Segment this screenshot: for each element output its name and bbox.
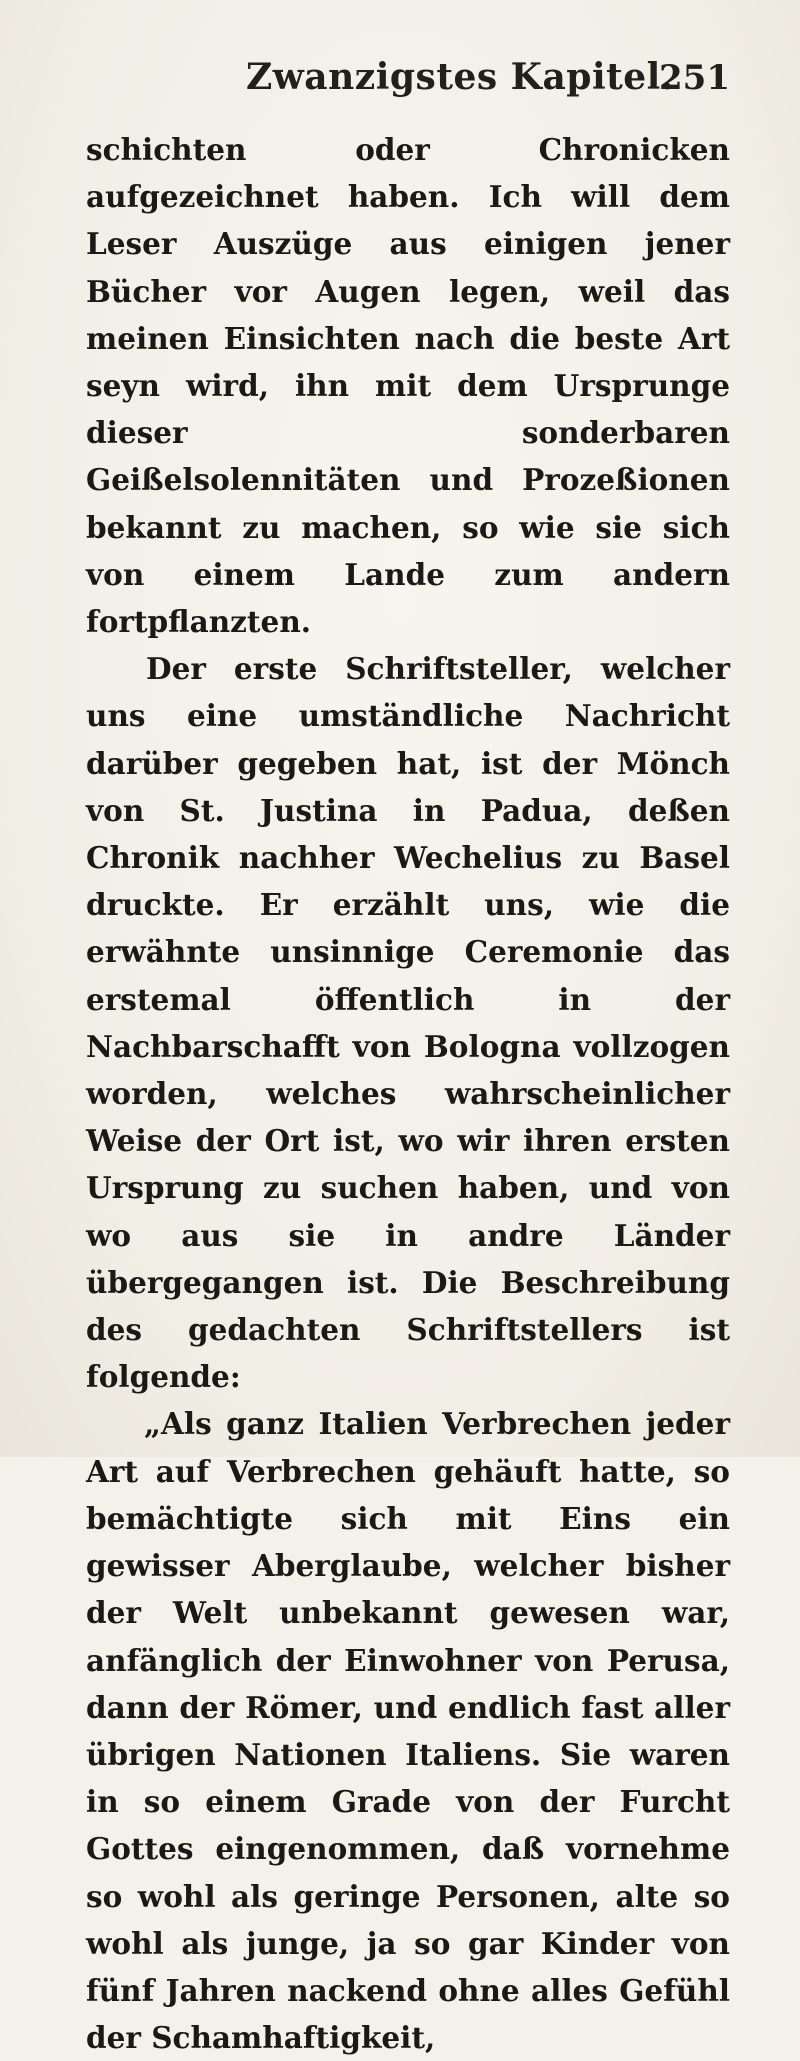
quotation-paragraph: „Als ganz Italien Verbrechen jeder Art auf Verbrechen gehäuft hatte, so bemächtigte sich mit Eins ein gewisser Aberglaube, welcher bisher der Welt unbekannt gewesen war, anfänglich der Einwohner von Perusa, dann der Römer, und endlich fast aller übrigen Nationen Italiens. Sie waren in so einem Grade von der Furcht Gottes eingenommen, daß vornehme so wohl als geringe Personen, alte so wohl als junge, ja so gar Kinder von fünf Jahren nackend ohne alles Gefühl der Schamhaftigkeit,: [86, 1406, 730, 2056]
paragraph-2: Der erste Schriftsteller, welcher uns eine umständliche Nachricht darüber gegeben hat, ist der Mönch von St. Justina in Padua, deßen Chronik nachher Wechelius zu Basel druckte. Er erzählt uns, wie die erwähnte unsinnige Ceremonie das erstemal öffentlich in der Nachbarschafft von Bologna vollzogen worden, welches wahrscheinlicher Weise der Ort ist, wo wir ihren ersten Ursprung zu suchen haben, und von wo aus sie in andre Länder übergegangen ist. Die Beschreibung des gedachten Schriftstellers ist folgende:: [86, 651, 730, 1395]
body-text: [86, 126, 730, 2061]
running-head: [86, 56, 730, 110]
page-number: 251: [659, 58, 730, 98]
chapter-running-title: Zwanzigstes Kapitel.: [246, 56, 674, 98]
paragraph-1: schichten oder Chronicken aufgezeichnet haben. Ich will dem Leser Auszüge aus einigen jener Bücher vor Augen legen, weil das meinen Einsichten nach die beste Art seyn wird, ihn mit dem Ursprunge dieser sonderbaren Geißelsolennitäten und Prozeßionen bekannt zu machen, so wie sie sich von einem Lande zum andern fortpflanzten.: [86, 132, 730, 640]
